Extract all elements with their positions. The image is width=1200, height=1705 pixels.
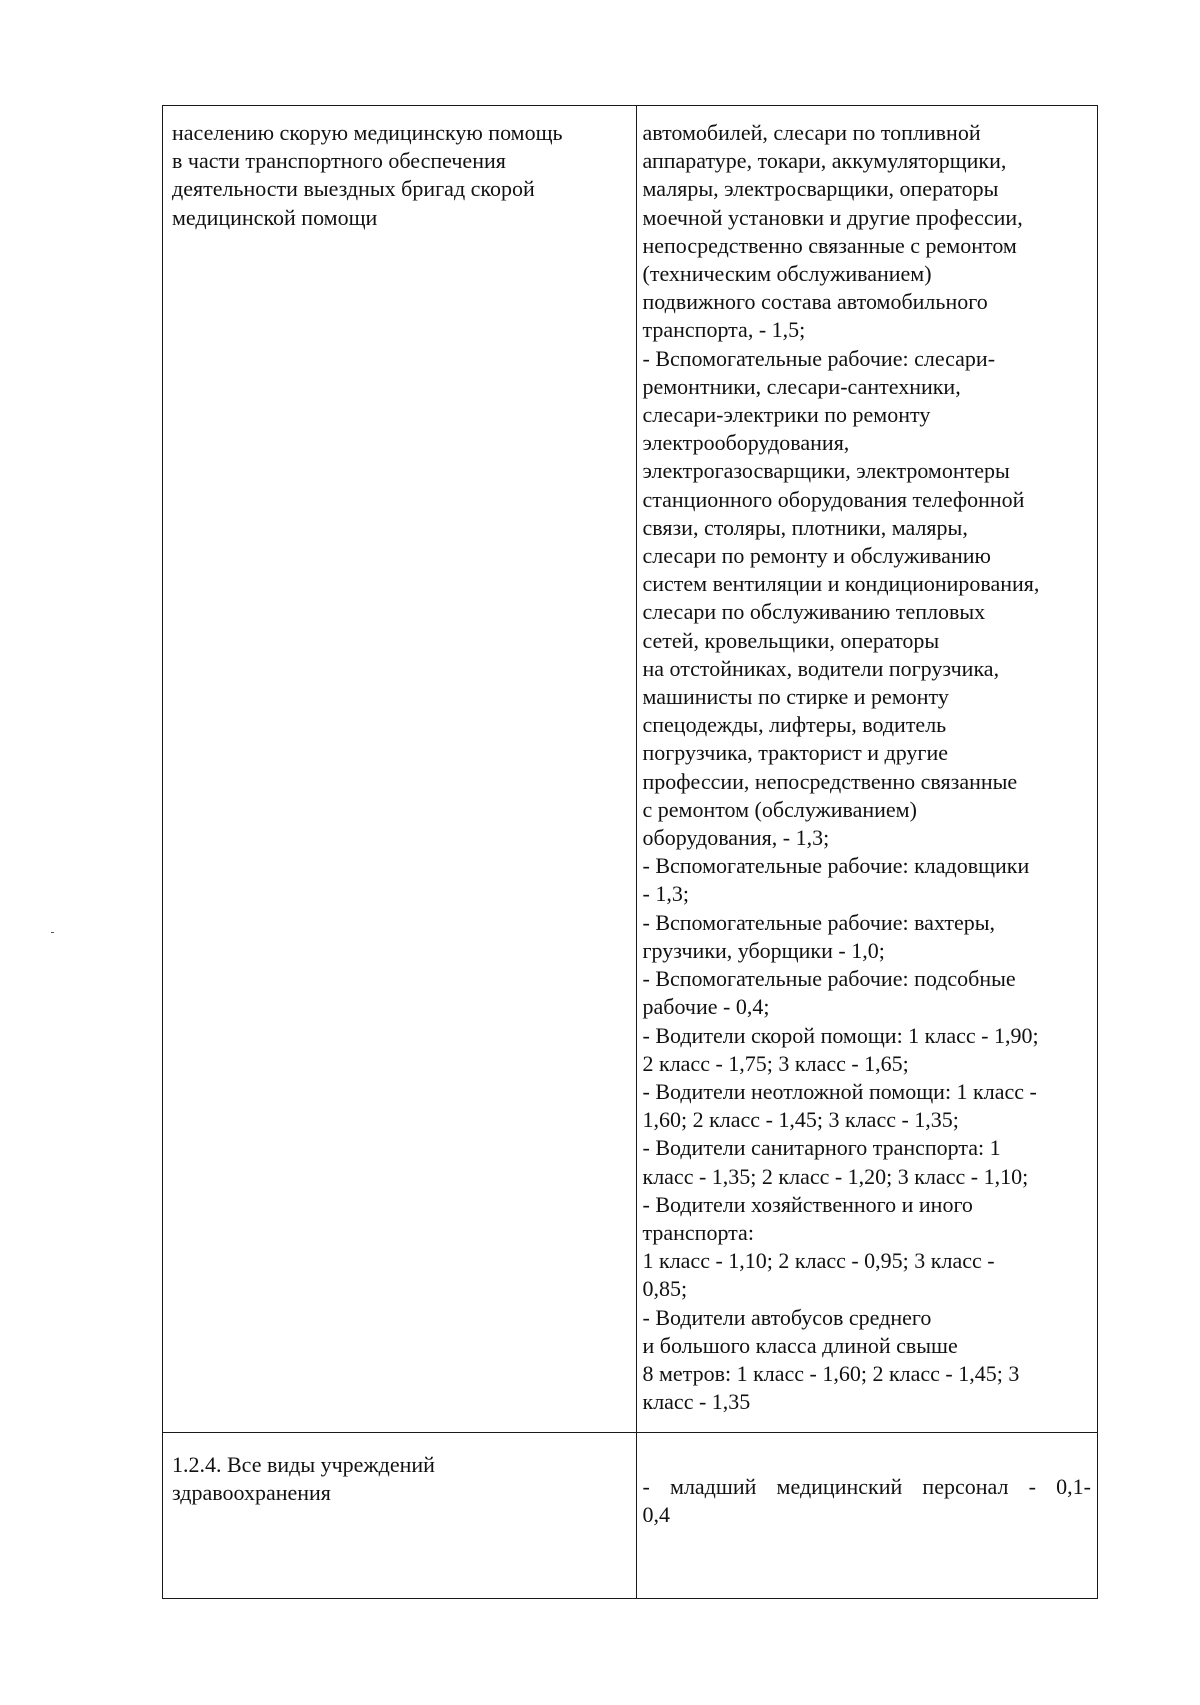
coefficient-line: - 1,3; [642,881,689,907]
coefficient-line: 0,85; [642,1276,688,1302]
table-cell-coefficients [636,106,1098,1433]
coefficient-line: ремонтники, слесари-сантехники, [642,373,961,399]
coefficient-line: маляры, электросварщики, операторы [642,176,999,202]
table-row [163,106,1098,1433]
coefficient-line: слесари по обслуживанию тепловых [642,599,986,625]
coefficient-line: оборудования, - 1,3; [642,825,830,851]
coefficient-line: 0,4 [642,1502,670,1528]
coefficient-line: - Вспомогательные рабочие: слесари- [642,345,996,371]
table-cell-institution: населению скорую медицинскую помощь в части транспортного обеспечения деятельности выездных бригад скорой медицинской помощи [163,106,637,1433]
coefficient-line: класс - 1,35; 2 класс - 1,20; 3 класс - 1,10; [642,1163,1029,1189]
coefficient-line: рабочие - 0,4; [642,994,770,1020]
coefficient-line: слесари по ремонту и обслуживанию [642,543,991,569]
document-table [162,105,1098,1599]
scan-artifact [51,932,54,933]
coefficient-line: - Вспомогательные рабочие: кладовщики [642,853,1030,879]
coefficient-line: - Водители автобусов среднего [642,1304,932,1330]
coefficient-line: - Вспомогательные рабочие: вахтеры, [642,909,996,935]
coefficient-line: с ремонтом (обслуживанием) [642,796,917,822]
coefficient-line: 1,60; 2 класс - 1,45; 3 класс - 1,35; [642,1107,959,1133]
coefficient-line: профессии, непосредственно связанные [642,768,1018,794]
coefficient-line: аппаратуре, токари, аккумуляторщики, [642,148,1007,174]
table-cell-coefficients [636,1433,1098,1599]
coefficient-line: спецодежды, лифтеры, водитель [642,712,947,738]
coefficient-line: - младший медицинский персонал - 0,1- [642,1474,1091,1499]
table-row [163,1433,1098,1599]
coefficient-line: электрооборудования, [642,430,850,456]
coefficient-line: на отстойниках, водители погрузчика, [642,655,1000,681]
coefficient-line: класс - 1,35 [642,1389,751,1415]
coefficient-line: машинисты по стирке и ремонту [642,684,949,710]
coefficient-line: транспорта: [642,1219,754,1245]
coefficient-line: (техническим обслуживанием) [642,261,932,287]
coefficient-line: 1 класс - 1,10; 2 класс - 0,95; 3 класс - [642,1248,995,1274]
coefficient-line: - Водители неотложной помощи: 1 класс - [642,1078,1037,1104]
coefficient-line: 8 метров: 1 класс - 1,60; 2 класс - 1,45; 3 [642,1360,1020,1386]
coefficient-line: электрогазосварщики, электромонтеры [642,458,1010,484]
coefficient-line: и большого класса длиной свыше [642,1332,958,1358]
coefficient-line: 2 класс - 1,75; 3 класс - 1,65; [642,1050,909,1076]
coefficient-line: автомобилей, слесари по топливной [642,120,981,145]
coefficient-line: слесари-электрики по ремонту [642,402,931,428]
coefficient-line: погрузчика, тракторист и другие [642,740,948,766]
coefficient-line: подвижного состава автомобильного [642,289,988,315]
coefficient-line: непосредственно связанные с ремонтом [642,232,1017,258]
coefficient-line: моечной установки и другие профессии, [642,204,1023,230]
coefficient-line: - Водители хозяйственного и иного [642,1191,973,1217]
coefficient-line: - Водители скорой помощи: 1 класс - 1,90; [642,1022,1039,1048]
coefficient-line: - Вспомогательные рабочие: подсобные [642,966,1016,992]
coefficient-line: транспорта, - 1,5; [642,317,806,343]
table-cell-institution: 1.2.4. Все виды учреждений здравоохранения [163,1433,637,1599]
coefficient-line: станционного оборудования телефонной [642,486,1025,512]
coefficient-line: связи, столяры, плотники, маляры, [642,514,968,540]
coefficient-line: - Водители санитарного транспорта: 1 [642,1135,1001,1161]
coefficient-line: систем вентиляции и кондиционирования, [642,571,1040,597]
coefficient-line: сетей, кровельщики, операторы [642,627,940,653]
coefficient-line: грузчики, уборщики - 1,0; [642,937,885,963]
